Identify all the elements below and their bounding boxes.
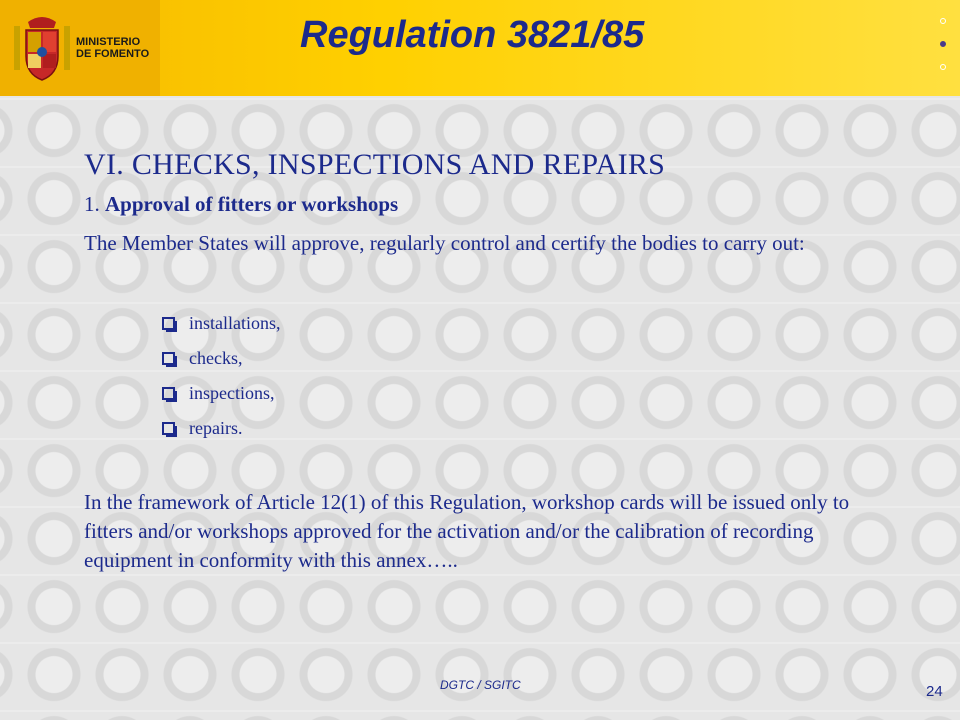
bullet-list [162, 306, 884, 446]
list-item [162, 341, 884, 376]
list-item-text: checks, [189, 348, 243, 368]
subsection-title: Approval of fitters or workshops [105, 192, 399, 216]
ministry-name-line2: DE FOMENTO [76, 48, 150, 60]
coat-of-arms-icon [12, 12, 72, 84]
closing-paragraph: In the framework of Article 12(1) of this Regulation, workshop cards will be issued only to fitters and/or workshops approved for the activation and/or the calibration of recording equipment in conformity with this annex….. [84, 490, 850, 572]
list-item [162, 411, 884, 446]
slide-body [84, 148, 884, 575]
list-item-text: repairs. [189, 418, 243, 438]
list-item-text: installations, [189, 313, 281, 333]
ministry-logo [0, 0, 160, 96]
page-number: 24 [926, 683, 943, 700]
dot-icon [940, 41, 946, 47]
dot-icon [940, 18, 946, 24]
section-heading: VI. CHECKS, INSPECTIONS AND REPAIRS [84, 148, 666, 181]
list-item [162, 306, 884, 341]
slide-title: Regulation 3821/85 [300, 14, 645, 56]
checkbox-bullet-icon [162, 387, 175, 400]
footer-org: DGTC / SGITC [440, 678, 521, 692]
ministry-name [76, 36, 160, 60]
decorative-dots [940, 18, 952, 82]
dot-icon [940, 64, 946, 70]
ministry-name-line1: MINISTERIO [76, 36, 141, 48]
subsection-heading [84, 192, 884, 217]
checkbox-bullet-icon [162, 352, 175, 365]
subsection-number: 1. [84, 192, 100, 216]
list-item [162, 376, 884, 411]
slide-header [0, 0, 960, 96]
list-item-text: inspections, [189, 383, 275, 403]
checkbox-bullet-icon [162, 422, 175, 435]
checkbox-bullet-icon [162, 317, 175, 330]
intro-paragraph: The Member States will approve, regularly control and certify the bodies to carry out: [84, 231, 805, 255]
